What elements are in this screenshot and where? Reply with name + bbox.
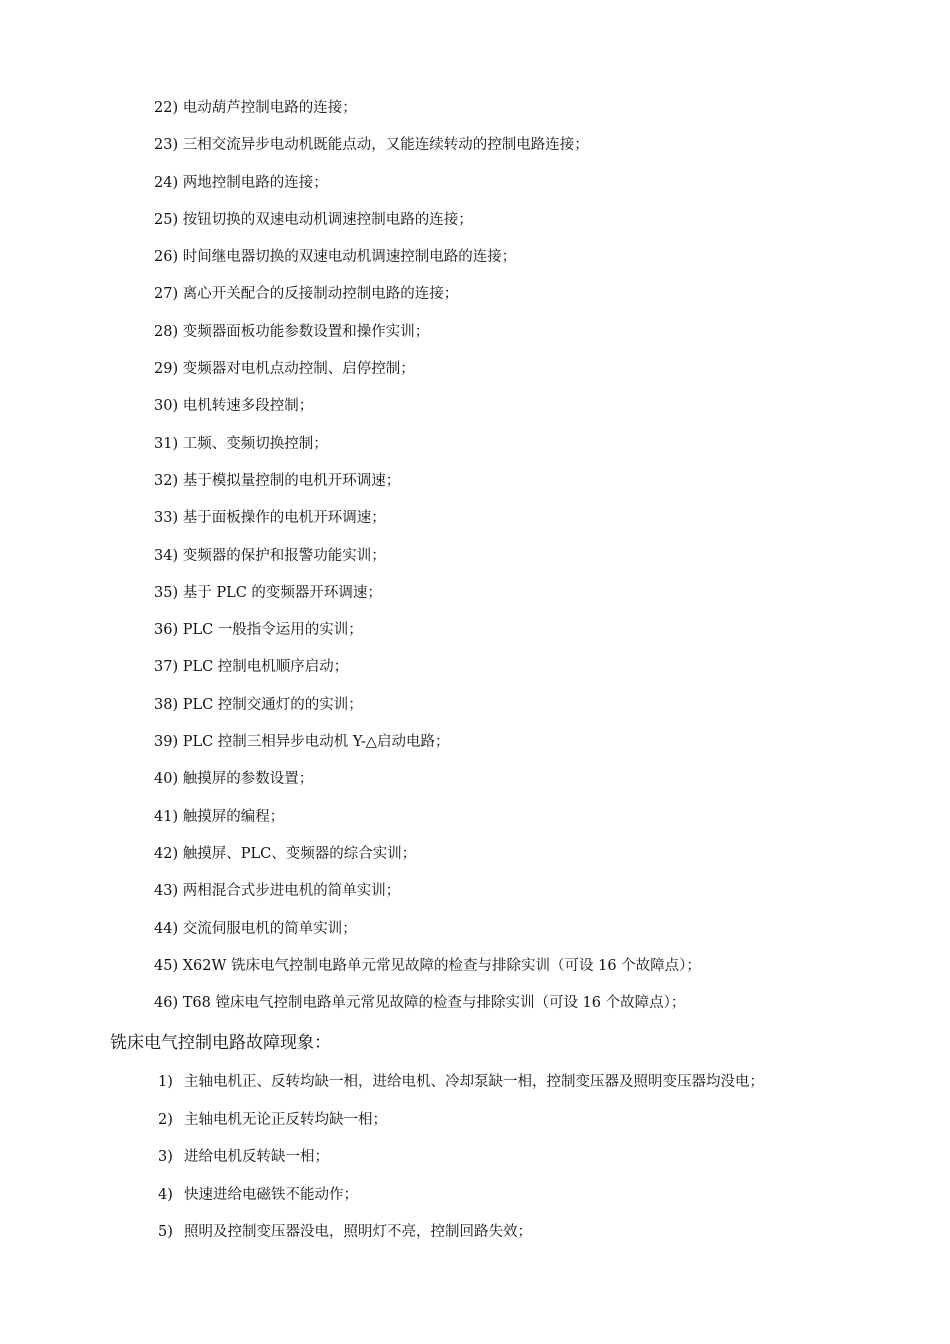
fault-text: 快速进给电磁铁不能动作； xyxy=(184,1186,358,1203)
fault-text: 主轴电机正、反转均缺一相，进给电机、冷却泵缺一相，控制变压器及照明变压器均没电； xyxy=(184,1074,764,1090)
list-item: 45) X62W 铣床电气控制电路单元常见故障的检查与排除实训（可设 16 个故障点）； xyxy=(154,957,701,974)
list-item: 35) 基于 PLC 的变频器开环调速； xyxy=(154,584,382,601)
fault-text: 照明及控制变压器没电，照明灯不亮，控制回路失效； xyxy=(184,1224,532,1240)
list-item: 26) 时间继电器切换的双速电动机调速控制电路的连接； xyxy=(154,249,517,266)
training-items-list xyxy=(154,96,914,1028)
fault-number: 4) xyxy=(158,1186,173,1203)
list-item: 31) 工频、变频切换控制； xyxy=(154,435,328,452)
fault-number: 2) xyxy=(158,1111,173,1128)
fault-item xyxy=(158,1145,918,1183)
list-item: 24) 两地控制电路的连接； xyxy=(154,174,328,191)
list-item: 33) 基于面板操作的电机开环调速； xyxy=(154,510,386,527)
list-item: 41) 触摸屏的编程； xyxy=(154,808,285,825)
list-item: 44) 交流伺服电机的简单实训； xyxy=(154,920,357,937)
list-item: 28) 变频器面板功能参数设置和操作实训； xyxy=(154,323,430,340)
list-item: 40) 触摸屏的参数设置； xyxy=(154,771,314,788)
list-item: 46) T68 镗床电气控制电路单元常见故障的检查与排除实训（可设 16 个故障点）； xyxy=(154,995,686,1012)
fault-text: 主轴电机无论正反转均缺一相； xyxy=(184,1111,387,1128)
list-item: 37) PLC 控制电机顺序启动； xyxy=(154,659,349,676)
list-item: 29) 变频器对电机点动控制、启停控制； xyxy=(154,361,415,378)
list-item: 34) 变频器的保护和报警功能实训； xyxy=(154,547,386,564)
list-item: 38) PLC 控制交通灯的的实训； xyxy=(154,696,363,713)
list-item: 36) PLC 一般指令运用的实训； xyxy=(154,622,363,639)
fault-item xyxy=(158,1108,918,1146)
list-item: 42) 触摸屏、PLC、变频器的综合实训； xyxy=(154,845,417,862)
list-item: 43) 两相混合式步进电机的简单实训； xyxy=(154,883,401,900)
fault-number: 1) xyxy=(158,1074,173,1090)
list-item: 27) 离心开关配合的反接制动控制电路的连接； xyxy=(154,286,459,303)
list-item: 32) 基于模拟量控制的电机开环调速； xyxy=(154,472,401,489)
fault-number: 5) xyxy=(158,1224,173,1240)
fault-text: 进给电机反转缺一相； xyxy=(184,1149,329,1165)
fault-item xyxy=(158,1070,918,1108)
fault-item xyxy=(158,1220,918,1258)
list-item: 22) 电动葫芦控制电路的连接； xyxy=(154,100,357,116)
list-item: 30) 电机转速多段控制； xyxy=(154,398,314,415)
fault-list xyxy=(158,1070,918,1258)
list-item: 25) 按钮切换的双速电动机调速控制电路的连接； xyxy=(154,211,473,228)
section-title: 铣床电气控制电路故障现象： xyxy=(110,1033,331,1053)
list-item: 39) PLC 控制三相异步电动机 Y-△启动电路； xyxy=(154,734,450,751)
fault-item xyxy=(158,1183,918,1221)
fault-number: 3) xyxy=(158,1149,173,1165)
list-item: 23) 三相交流异步电动机既能点动，又能连续转动的控制电路连接； xyxy=(154,137,589,154)
